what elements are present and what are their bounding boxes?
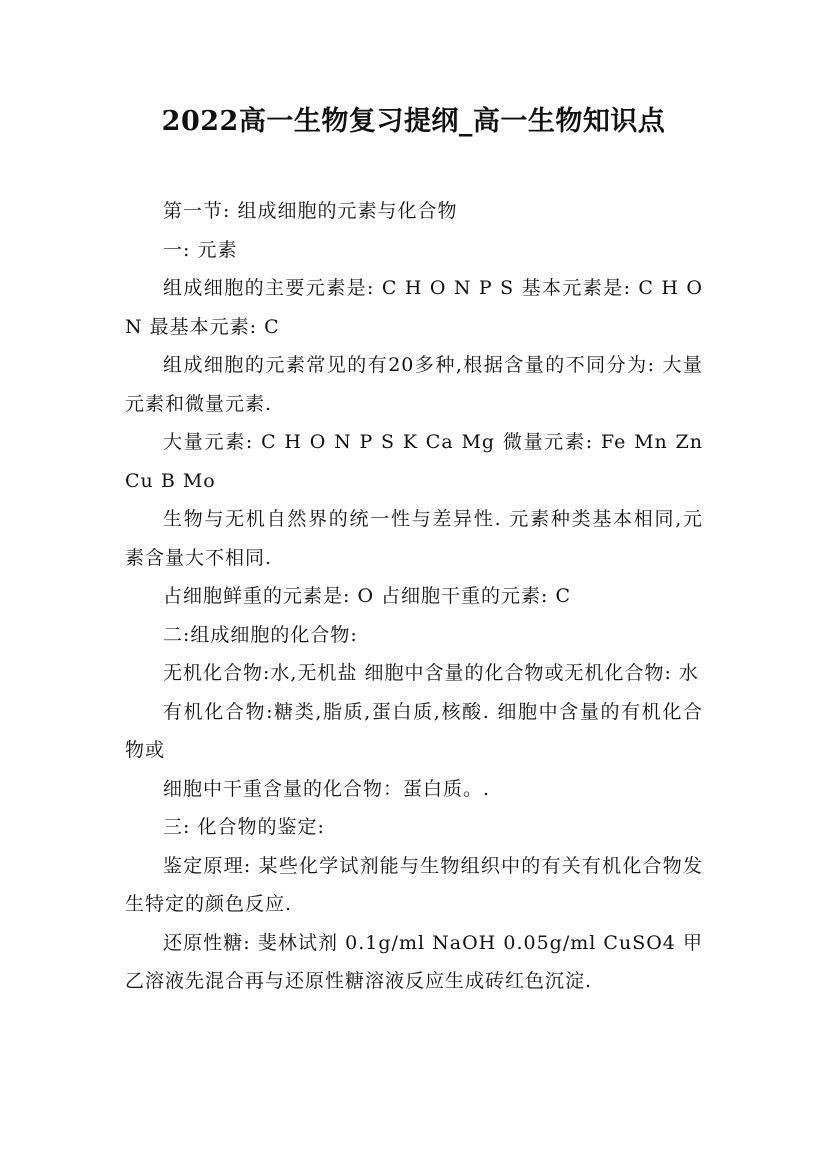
paragraph-organic-compounds: 有机化合物:糖类,脂质,蛋白质,核酸. 细胞中含量的有机化合物或: [125, 700, 703, 761]
paragraph-reducing-sugar: 还原性糖: 斐林试剂 0.1g/ml NaOH 0.05g/ml CuSO4 甲乙溶液先混合再与还原性糖溶液反应生成砖红色沉淀.: [125, 931, 703, 992]
paragraph-unity-difference: 生物与无机自然界的统一性与差异性. 元素种类基本相同,元素含量大不相同.: [125, 508, 703, 569]
paragraph-main-elements: 组成细胞的主要元素是: C H O N P S 基本元素是: C H O N 最基本元素: C: [125, 277, 703, 338]
paragraph-macro-micro-elements: 大量元素: C H O N P S K Ca Mg 微量元素: Fe Mn Zn Cu B Mo: [125, 431, 703, 492]
paragraph-weight-elements: 占细胞鲜重的元素是: O 占细胞干重的元素: C: [163, 585, 572, 607]
document-title: 2022高一生物复习提纲_高一生物知识点: [161, 106, 666, 137]
paragraph-element-classification: 组成细胞的元素常见的有20多种,根据含量的不同分为: 大量元素和微量元素.: [125, 354, 703, 415]
paragraph-compounds-heading: 二:组成细胞的化合物:: [163, 623, 358, 646]
paragraph-section-heading: 第一节: 组成细胞的元素与化合物: [163, 200, 458, 222]
paragraph-identification-heading: 三: 化合物的鉴定:: [163, 816, 325, 838]
paragraph-identification-principle: 鉴定原理: 某些化学试剂能与生物组织中的有关有机化合物发生特定的颜色反应.: [125, 854, 703, 915]
paragraph-inorganic-compounds: 无机化合物:水,无机盐 细胞中含量的化合物或无机化合物: 水: [163, 662, 699, 684]
paragraph-elements-heading: 一: 元素: [163, 238, 238, 261]
paragraph-dry-weight-compound: 细胞中干重含量的化合物：蛋白质。.: [163, 777, 491, 800]
document-body: [125, 192, 703, 1001]
